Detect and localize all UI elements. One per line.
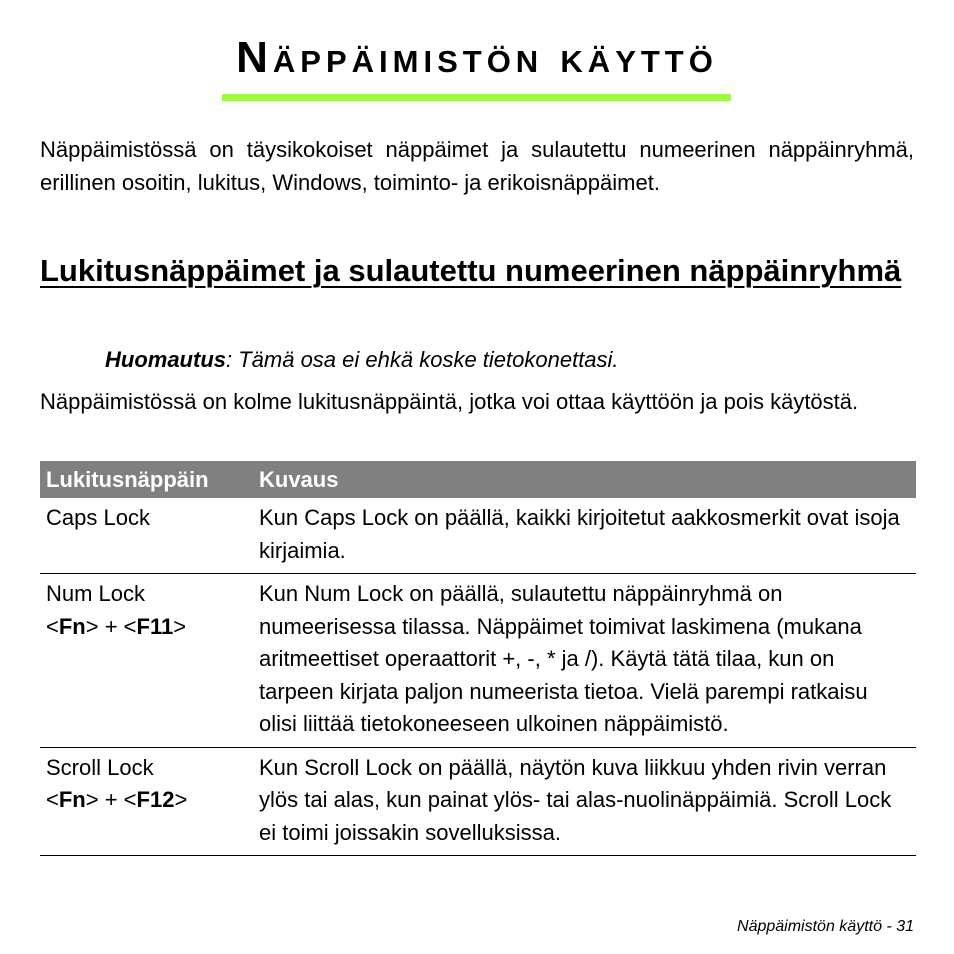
page-title: Näppäimistön käyttö [236, 33, 718, 82]
section-heading-text: Lukitusnäppäimet ja sulautettu numeerinen näppäinryhmä [40, 253, 902, 288]
intro-paragraph: Näppäimistössä on täysikokoiset näppäimet ja sulautettu numeerinen näppäinryhmä, erillinen osoitin, lukitus, Windows, toiminto- ja erikoisnäppäimet. [40, 137, 914, 195]
table-cell-description: Kun Scroll Lock on päällä, näytön kuva liikkuu yhden rivin verran ylös tai alas, kun painat ylös- tai alas-nuolinäppäimiä. Scroll Lock ei toimi joissakin sovelluksissa. [253, 747, 916, 856]
table-cell-key [40, 747, 253, 856]
section-heading [40, 254, 910, 288]
key-name: Scroll Lock [46, 754, 154, 780]
table-header-key: Lukitusnäppäin [40, 461, 253, 498]
lock-keys-table [40, 461, 916, 856]
note-text: : Tämä osa ei ehkä koske tietokonettasi. [226, 347, 619, 372]
key-name: Num Lock [46, 581, 146, 606]
page-footer: Näppäimistön käyttö - 31 [737, 918, 914, 935]
table-row [40, 498, 916, 574]
table-row [40, 574, 916, 748]
table-cell-key [40, 574, 253, 748]
key-name: Caps Lock [46, 505, 150, 530]
note [105, 344, 619, 376]
title-underline-bar [222, 94, 731, 101]
table-cell-description: Kun Caps Lock on päällä, kaikki kirjoitetut aakkosmerkit ovat isoja kirjaimia. [253, 498, 916, 574]
table-header-row [40, 461, 916, 498]
lead-paragraph: Näppäimistössä on kolme lukitusnäppäintä, jotka voi ottaa käyttöön ja pois käytöstä. [40, 389, 859, 414]
key-combo: <Fn> + <F12> [46, 787, 188, 812]
table-header-description: Kuvaus [253, 461, 916, 498]
note-label: Huomautus [105, 347, 226, 372]
table-row [40, 747, 916, 856]
table-cell-key [40, 498, 253, 574]
table-cell-description: Kun Num Lock on päällä, sulautettu näppäinryhmä on numeerisessa tilassa. Näppäimet toimivat laskimena (mukana aritmeettiset operaattorit +, -, * ja /). Käytä tätä tilaa, kun on tarpeen kirjata paljon numeerista tietoa. Vielä parempi ratkaisu olisi liittää tietokoneeseen ulkoinen näppäimistö. [253, 574, 916, 748]
key-combo: <Fn> + <F11> [46, 613, 187, 639]
